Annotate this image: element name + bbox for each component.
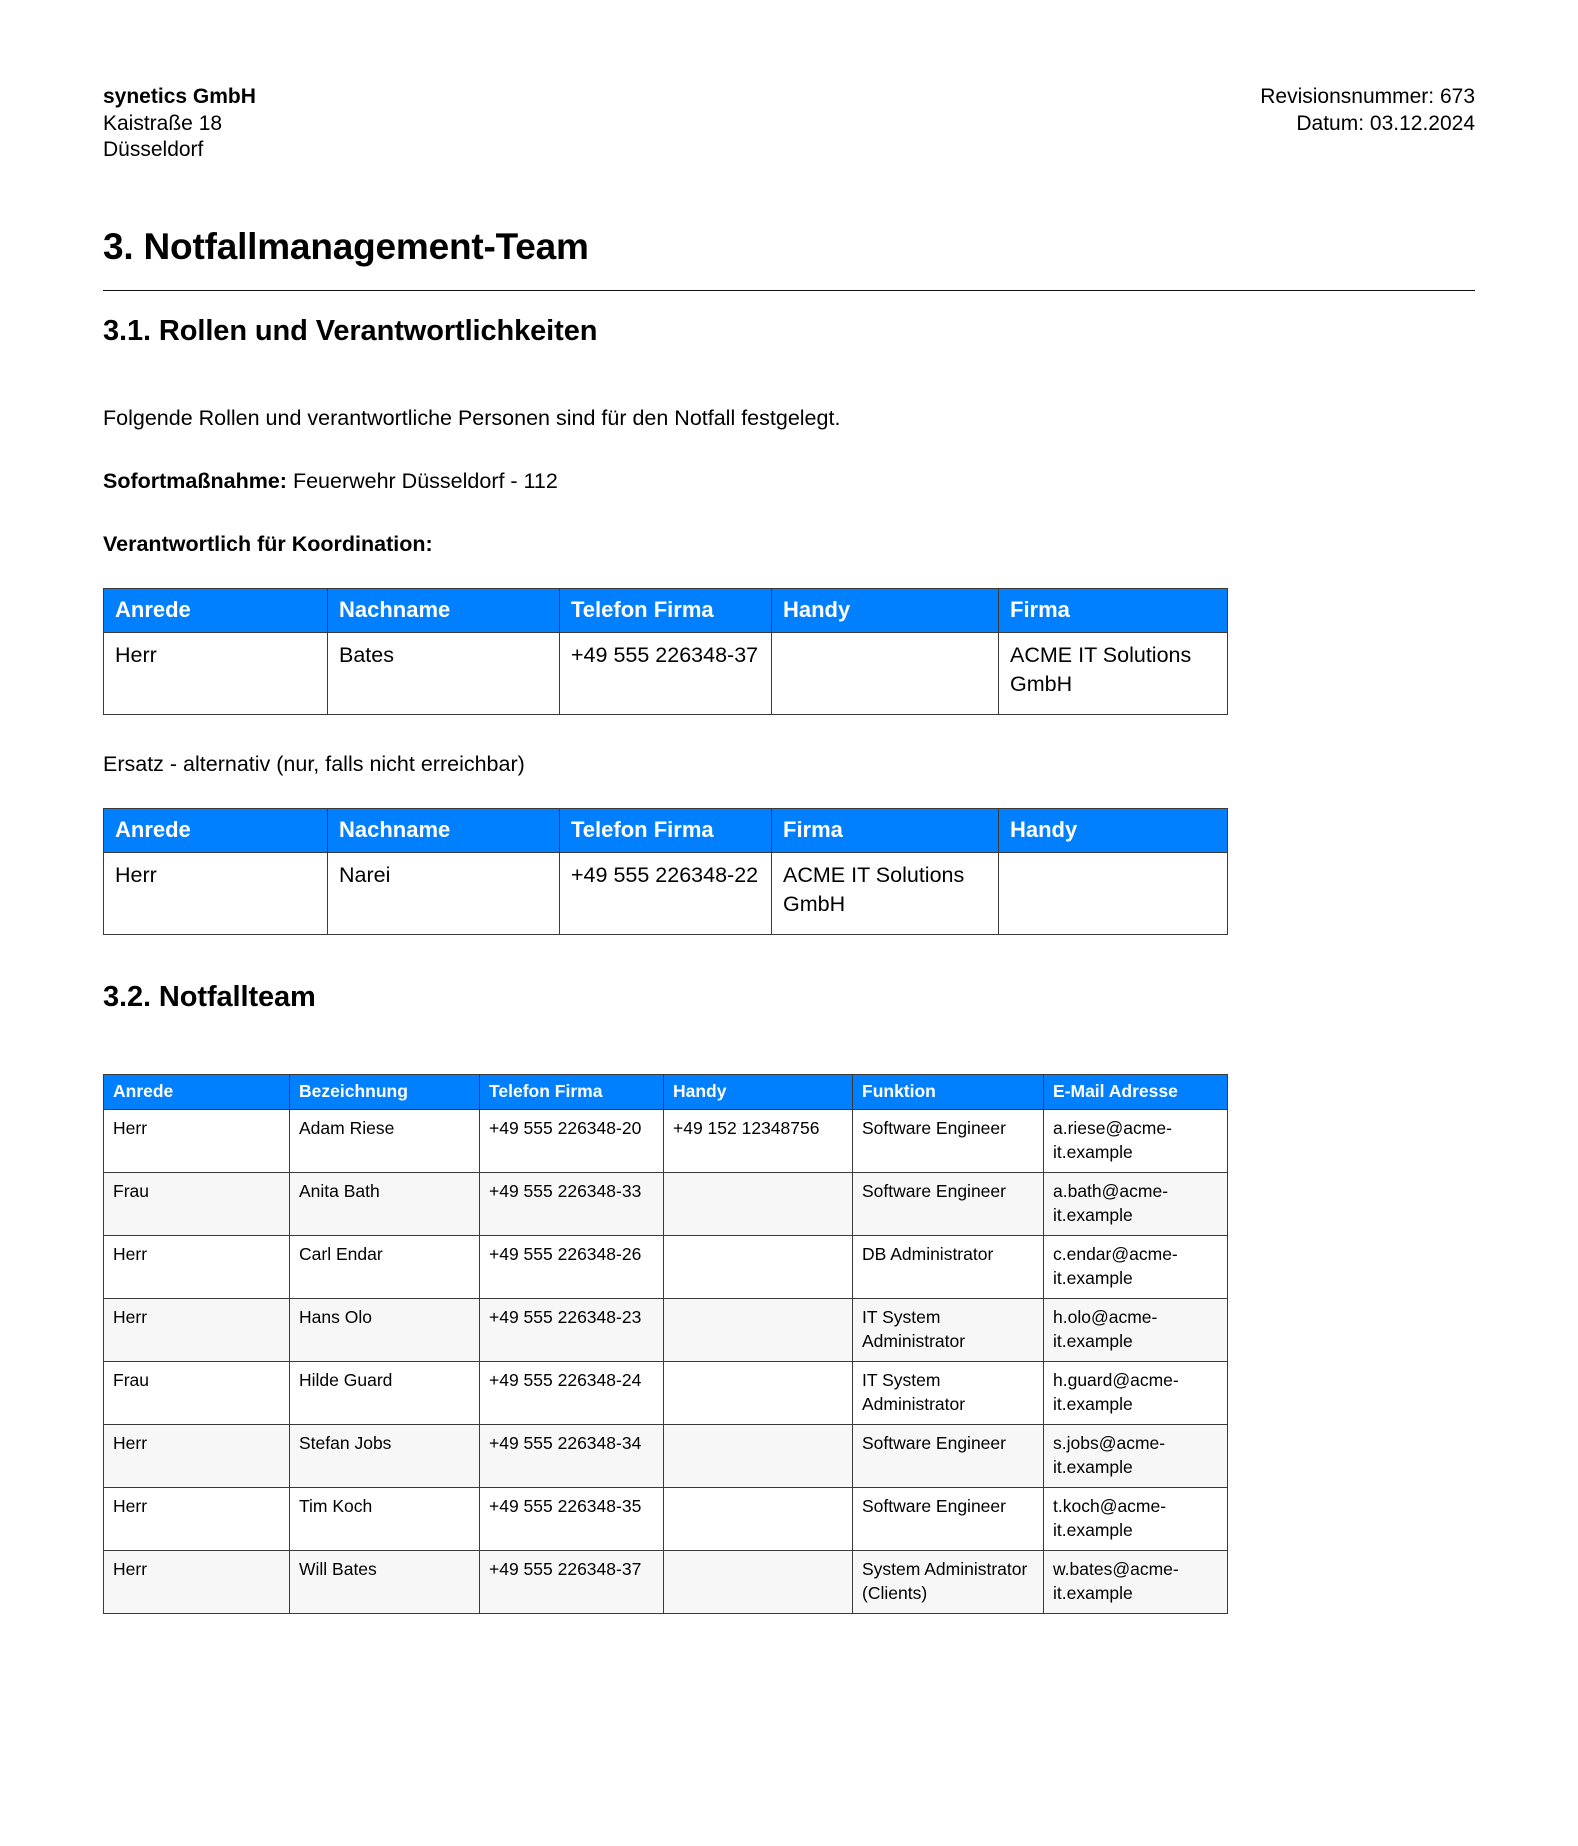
column-header-nachname: Nachname	[328, 808, 560, 852]
table-header-row	[104, 1074, 1228, 1109]
section-3-title: 3. Notfallmanagement-Team	[103, 225, 589, 267]
cell-funktion: Software Engineer	[853, 1172, 1044, 1235]
ersatz-note: Ersatz - alternativ (nur, falls nicht erreichbar)	[103, 751, 525, 776]
column-header-handy: Handy	[999, 808, 1228, 852]
cell-handy	[664, 1235, 853, 1298]
cell-email: w.bates@acme-it.example	[1044, 1550, 1228, 1613]
document-date: Datum: 03.12.2024	[1296, 111, 1475, 135]
sofortmassnahme-label: Sofortmaßnahme:	[103, 468, 287, 493]
cell-funktion: System Administrator (Clients)	[853, 1550, 1044, 1613]
column-header-bezeichnung: Bezeichnung	[290, 1074, 480, 1109]
table-header-row	[104, 588, 1228, 632]
cell-email: t.koch@acme-it.example	[1044, 1487, 1228, 1550]
cell-email: a.riese@acme-it.example	[1044, 1109, 1228, 1172]
cell-telefon: +49 555 226348-34	[480, 1424, 664, 1487]
spacer	[103, 1014, 1475, 1074]
ersatz-table	[103, 808, 1228, 935]
company-street: Kaistraße 18	[103, 111, 223, 135]
cell-bezeichnung: Anita Bath	[290, 1172, 480, 1235]
cell-funktion: IT System Administrator	[853, 1361, 1044, 1424]
table-row	[104, 1424, 1228, 1487]
company-address-block	[103, 84, 256, 164]
intro-paragraph: Folgende Rollen und verantwortliche Personen sind für den Notfall festgelegt.	[103, 405, 841, 430]
cell-anrede: Herr	[104, 1298, 290, 1361]
cell-firma: ACME IT Solutions GmbH	[999, 632, 1228, 714]
column-header-handy: Handy	[664, 1074, 853, 1109]
cell-bezeichnung: Stefan Jobs	[290, 1424, 480, 1487]
cell-handy	[664, 1424, 853, 1487]
table-row	[104, 1109, 1228, 1172]
cell-funktion: IT System Administrator	[853, 1298, 1044, 1361]
notfallteam-table	[103, 1074, 1228, 1614]
koordination-table	[103, 588, 1228, 715]
letterhead	[103, 0, 1475, 164]
spacer	[103, 495, 1475, 530]
column-header-anrede: Anrede	[104, 1074, 290, 1109]
column-header-handy: Handy	[772, 588, 999, 632]
cell-telefon: +49 555 226348-26	[480, 1235, 664, 1298]
cell-email: h.guard@acme-it.example	[1044, 1361, 1228, 1424]
column-header-telefon-firma: Telefon Firma	[480, 1074, 664, 1109]
cell-handy	[664, 1298, 853, 1361]
column-header-firma: Firma	[999, 588, 1228, 632]
spacer	[103, 432, 1475, 467]
table-row	[104, 852, 1228, 934]
cell-email: h.olo@acme-it.example	[1044, 1298, 1228, 1361]
cell-bezeichnung: Carl Endar	[290, 1235, 480, 1298]
cell-funktion: Software Engineer	[853, 1487, 1044, 1550]
cell-anrede: Herr	[104, 1424, 290, 1487]
cell-telefon: +49 555 226348-37	[480, 1550, 664, 1613]
cell-anrede: Herr	[104, 852, 328, 934]
cell-bezeichnung: Tim Koch	[290, 1487, 480, 1550]
cell-telefon: +49 555 226348-24	[480, 1361, 664, 1424]
cell-anrede: Herr	[104, 632, 328, 714]
table-row	[104, 632, 1228, 714]
revision-number: Revisionsnummer: 673	[1260, 85, 1475, 108]
cell-handy	[664, 1487, 853, 1550]
spacer	[103, 715, 1475, 750]
cell-anrede: Herr	[104, 1550, 290, 1613]
section-3-2-title: 3.2. Notfallteam	[103, 980, 316, 1013]
column-header-email: E-Mail Adresse	[1044, 1074, 1228, 1109]
section-3-1-title: 3.1. Rollen und Verantwortlichkeiten	[103, 314, 598, 347]
column-header-telefon-firma: Telefon Firma	[560, 808, 772, 852]
cell-bezeichnung: Adam Riese	[290, 1109, 480, 1172]
spacer	[103, 558, 1475, 588]
cell-anrede: Frau	[104, 1361, 290, 1424]
table-row	[104, 1172, 1228, 1235]
column-header-anrede: Anrede	[104, 588, 328, 632]
cell-anrede: Herr	[104, 1235, 290, 1298]
spacer	[103, 778, 1475, 808]
company-city: Düsseldorf	[103, 138, 204, 161]
column-header-firma: Firma	[772, 808, 999, 852]
table-row	[104, 1487, 1228, 1550]
table-row	[104, 1361, 1228, 1424]
cell-bezeichnung: Hans Olo	[290, 1298, 480, 1361]
notfallteam-table-body	[104, 1109, 1228, 1613]
column-header-anrede: Anrede	[104, 808, 328, 852]
column-header-nachname: Nachname	[328, 588, 560, 632]
cell-bezeichnung: Hilde Guard	[290, 1361, 480, 1424]
cell-telefon: +49 555 226348-23	[480, 1298, 664, 1361]
cell-funktion: DB Administrator	[853, 1235, 1044, 1298]
koordination-label: Verantwortlich für Koordination:	[103, 531, 433, 556]
cell-telefon: +49 555 226348-33	[480, 1172, 664, 1235]
column-header-telefon-firma: Telefon Firma	[560, 588, 772, 632]
cell-nachname: Narei	[328, 852, 560, 934]
cell-handy	[772, 632, 999, 714]
table-row	[104, 1298, 1228, 1361]
cell-handy	[999, 852, 1228, 934]
spacer	[103, 348, 1475, 404]
cell-telefon: +49 555 226348-20	[480, 1109, 664, 1172]
cell-bezeichnung: Will Bates	[290, 1550, 480, 1613]
title-divider	[103, 290, 1475, 291]
cell-handy	[664, 1172, 853, 1235]
table-row	[104, 1550, 1228, 1613]
document-meta-block	[1260, 84, 1475, 137]
cell-anrede: Herr	[104, 1487, 290, 1550]
cell-handy	[664, 1361, 853, 1424]
cell-email: c.endar@acme-it.example	[1044, 1235, 1228, 1298]
cell-nachname: Bates	[328, 632, 560, 714]
cell-telefon: +49 555 226348-22	[560, 852, 772, 934]
sofortmassnahme-value: Feuerwehr Düsseldorf - 112	[286, 468, 558, 493]
cell-funktion: Software Engineer	[853, 1109, 1044, 1172]
table-header-row	[104, 808, 1228, 852]
cell-anrede: Frau	[104, 1172, 290, 1235]
company-name: synetics GmbH	[103, 85, 256, 108]
cell-email: s.jobs@acme-it.example	[1044, 1424, 1228, 1487]
cell-email: a.bath@acme-it.example	[1044, 1172, 1228, 1235]
cell-anrede: Herr	[104, 1109, 290, 1172]
cell-telefon: +49 555 226348-37	[560, 632, 772, 714]
sofortmassnahme-line	[103, 467, 1475, 495]
cell-firma: ACME IT Solutions GmbH	[772, 852, 999, 934]
cell-funktion: Software Engineer	[853, 1424, 1044, 1487]
column-header-funktion: Funktion	[853, 1074, 1044, 1109]
table-row	[104, 1235, 1228, 1298]
cell-telefon: +49 555 226348-35	[480, 1487, 664, 1550]
cell-handy	[664, 1550, 853, 1613]
cell-handy: +49 152 12348756	[664, 1109, 853, 1172]
